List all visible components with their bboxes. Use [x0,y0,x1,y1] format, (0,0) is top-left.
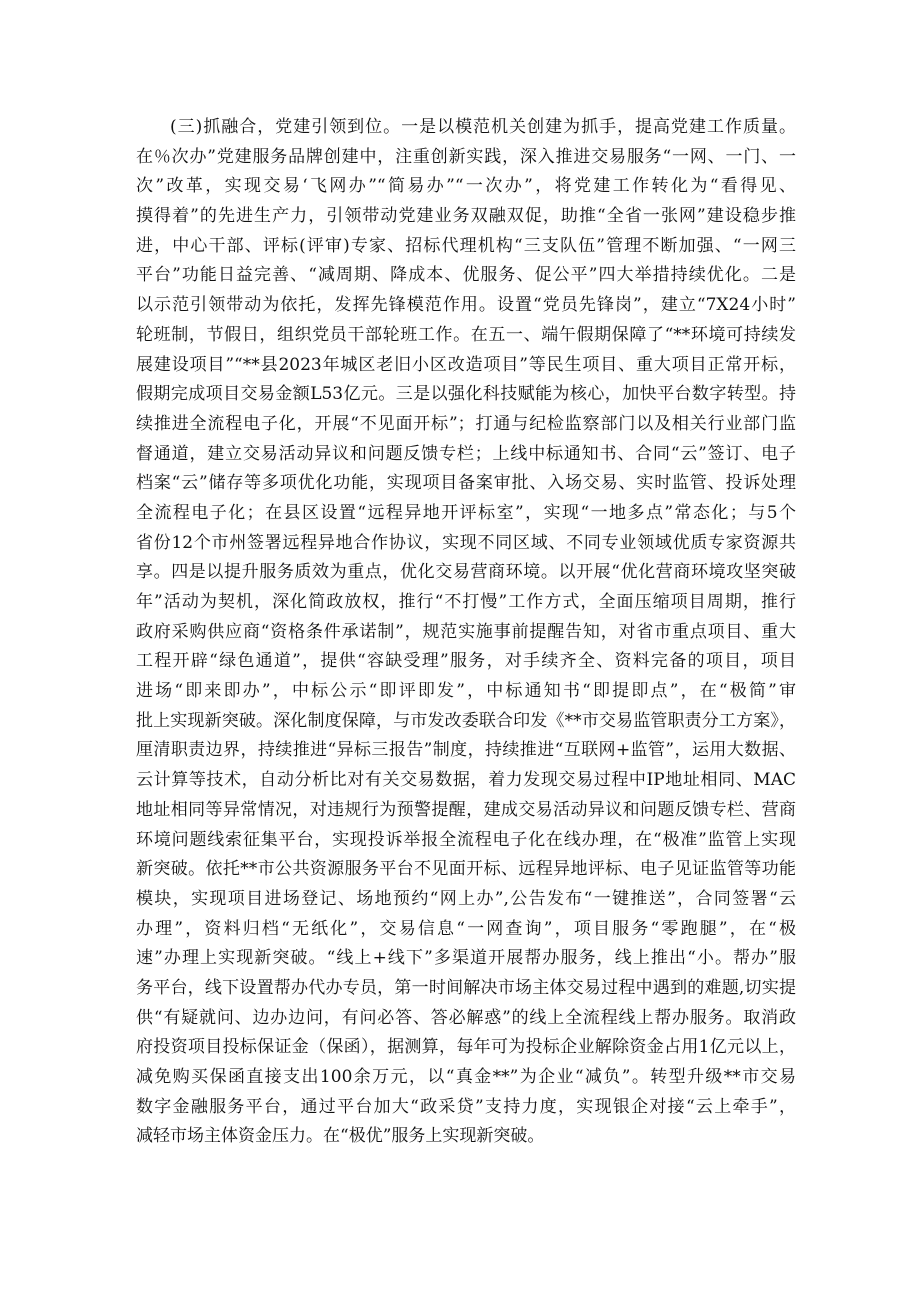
paragraph-line: 环境问题线索征集平台，实现投诉举报全流程电子化在线办理，在“极准”监管上实现 [136,829,796,850]
paragraph-line: 在％次办”党建服务品牌创建中，注重创新实践，深入推进交易服务“一网、一门、一 [136,146,796,167]
paragraph-line: 以示范引领带动为依托，发挥先锋模范作用。设置“党员先锋岗”，建立“7X24小时” [136,295,796,316]
paragraph-line: 次”改革，实现交易‘飞网办”“简易办”“一次办”，将党建工作转化为“看得见、 [136,176,796,197]
paragraph-line: 进，中心干部、评标(评审)专家、招标代理机构“三支队伍”管理不断加强、“一网三 [136,235,796,256]
paragraph-line: 平台”功能日益完善、“减周期、降成本、优服务、促公平”四大举措持续优化。二是 [136,265,796,286]
paragraph-line: 全流程电子化；在县区设置“远程异地开评标室”，实现“一地多点”常态化；与5个 [136,502,796,523]
paragraph-line: 轮班制，节假日，组织党员干部轮班工作。在五一、端午假期保障了“**环境可持续发 [136,324,796,345]
paragraph-line: 展建设项目”“**县2023年城区老旧小区改造项目”等民生项目、重大项目正常开标， [136,354,796,375]
paragraph-line: 享。四是以提升服务质效为重点，优化交易营商环境。以开展“优化营商环境攻坚突破 [136,562,796,583]
paragraph-line: 督通道，建立交易活动异议和问题反馈专栏；上线中标通知书、合同“云”签订、电子 [136,443,796,464]
paragraph-line: 府投资项目投标保证金（保函），据测算，每年可为投标企业解除资金占用1亿元以上， [136,1037,796,1058]
paragraph-line: 供“有疑就问、边办边问，有问必答、答必解惑”的线上全流程线上帮办服务。取消政 [136,1007,796,1028]
paragraph-line: 批上实现新突破。深化制度保障，与市发改委联合印发《**市交易监管职责分工方案》， [136,710,796,731]
paragraph-line: 办理”，资料归档“无纸化”，交易信息“一网查询”，项目服务“零跑腿”，在“极 [136,918,796,939]
paragraph-line: 省份12个市州签署远程异地合作协议，实现不同区域、不同专业领域优质专家资源共 [136,532,796,553]
paragraph-line: 续推进全流程电子化，开展“不见面开标”；打通与纪检监察部门以及相关行业部门监 [136,413,796,434]
paragraph-line: 数字金融服务平台，通过平台加大“政采贷”支持力度，实现银企对接“云上牵手”， [136,1096,796,1117]
paragraph-line: 模块，实现项目进场登记、场地预约“网上办”,公告发布“一键推送”，合同签署“云 [136,888,796,909]
paragraph-line: 务平台，线下设置帮办代办专员，第一时间解决市场主体交易过程中遇到的难题,切实提 [136,977,796,998]
paragraph-line: 工程开辟“绿色通道”，提供“容缺受理”服务，对手续齐全、资料完备的项目，项目 [136,651,796,672]
paragraph-line: 减免购买保函直接支出100余万元，以“真金**”为企业“减负”。转型升级**市交易 [136,1067,796,1087]
paragraph-line: 厘清职责边界，持续推进“异标三报告”制度，持续推进“互联网+监管”，运用大数据、 [136,740,796,761]
paragraph-line: 年”活动为契机，深化简政放权，推行“不打慢”工作方式，全面压缩项目周期，推行 [136,592,796,612]
paragraph-line: 档案“云”储存等多项优化功能，实现项目备案审批、入场交易、实时监管、投诉处理 [136,473,796,494]
paragraph-line: 云计算等技术，自动分析比对有关交易数据，着力发现交易过程中IP地址相同、MAC [136,770,796,791]
paragraph-line: 摸得着”的先进生产力，引领带动党建业务双融双促，助推“全省一张网”建设稳步推 [136,206,796,227]
paragraph-line: 政府采购供应商“资格条件承诺制”，规范实施事前提醒告知，对省市重点项目、重大 [136,621,796,642]
paragraph-line: 减轻市场主体资金压力。在“极优”服务上实现新突破。 [136,1126,545,1147]
paragraph-line: 速”办理上实现新突破。“线上+线下”多渠道开展帮办服务，线上推出“小。帮办”服 [136,948,796,969]
paragraph-line: 假期完成项目交易金额L53亿元。三是以强化科技赋能为核心，加快平台数字转型。持 [136,384,796,405]
paragraph-line: 新突破。依托**市公共资源服务平台不见面开标、远程异地评标、电子见证监管等功能 [136,859,796,880]
paragraph-line: 地址相同等异常情况，对违规行为预警提醒，建成交易活动异议和问题反馈专栏、营商 [136,799,796,820]
body-paragraph [136,113,796,1152]
paragraph-line: (三)抓融合，党建引领到位。一是以模范机关创建为抓手，提高党建工作质量。 [170,117,796,137]
paragraph-line: 进场“即来即办”，中标公示“即评即发”，中标通知书“即提即点”，在“极简”审 [136,681,796,702]
